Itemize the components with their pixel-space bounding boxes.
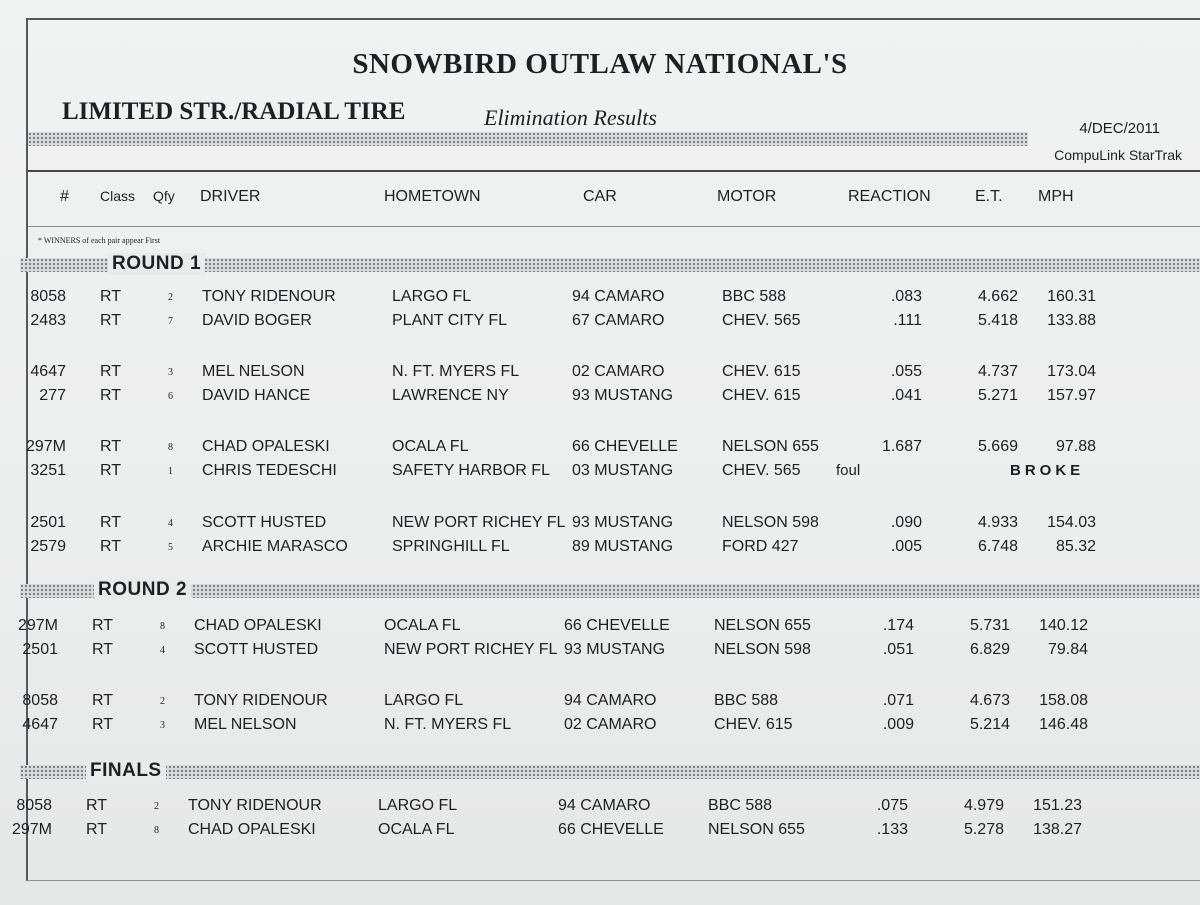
col-hometown: HOMETOWN [384, 188, 481, 205]
qualifying-position: 2 [168, 292, 173, 303]
qualifying-position: 4 [160, 645, 165, 656]
class-code: RT [92, 716, 114, 733]
hometown: SPRINGHILL FL [392, 538, 510, 555]
class-code: RT [86, 797, 108, 814]
speed-mph: 160.31 [1047, 288, 1096, 305]
round-hatch-band [20, 584, 1200, 598]
driver-name: TONY RIDENOUR [194, 692, 328, 709]
col-motor: MOTOR [717, 188, 777, 205]
class-code: RT [100, 462, 122, 479]
winners-note: * WINNERS of each pair appear First [38, 236, 161, 245]
car-model: 66 CHEVELLE [572, 438, 678, 455]
motor: CHEV. 615 [714, 716, 793, 733]
motor: NELSON 655 [722, 438, 819, 455]
driver-name: TONY RIDENOUR [188, 797, 322, 814]
motor: BBC 588 [708, 797, 773, 814]
speed-mph: 146.48 [1039, 716, 1088, 733]
elapsed-time: 5.418 [977, 312, 1018, 329]
motor: NELSON 655 [714, 617, 811, 634]
class-code: RT [100, 288, 122, 305]
qualifying-position: 5 [168, 542, 173, 553]
results-type: Elimination Results [484, 105, 657, 130]
driver-name: DAVID HANCE [202, 387, 311, 404]
motor: CHEV. 565 [722, 312, 801, 329]
driver-name: TONY RIDENOUR [202, 288, 336, 305]
qualifying-position: 8 [154, 825, 159, 836]
result-row [0, 716, 1200, 740]
class-code: RT [100, 363, 122, 380]
elapsed-time: 5.271 [977, 387, 1018, 404]
round-label: FINALS [86, 760, 166, 782]
qualifying-position: 3 [160, 720, 165, 731]
header-hatch-band [28, 132, 1028, 146]
event-date: 4/DEC/2011 [1079, 120, 1160, 137]
motor: CHEV. 565 [722, 462, 801, 479]
car-model: 02 CAMARO [572, 363, 665, 380]
speed-mph: 133.88 [1047, 312, 1096, 329]
class-code: RT [100, 312, 122, 329]
motor: NELSON 598 [714, 641, 811, 658]
speed-mph: 151.23 [1033, 797, 1082, 814]
driver-name: SCOTT HUSTED [202, 514, 327, 531]
event-title: SNOWBIRD OUTLAW NATIONAL'S [352, 48, 848, 80]
elapsed-time: 4.673 [969, 692, 1010, 709]
driver-name: CHAD OPALESKI [202, 438, 330, 455]
hometown: LARGO FL [392, 288, 472, 305]
qualifying-position: 7 [168, 316, 173, 327]
hometown: NEW PORT RICHEY FL [392, 514, 566, 531]
motor: CHEV. 615 [722, 363, 801, 380]
motor: CHEV. 615 [722, 387, 801, 404]
reaction-time: 1.687 [881, 438, 922, 455]
car-number: 8058 [22, 692, 58, 709]
qualifying-position: 4 [168, 518, 173, 529]
elapsed-time: 6.829 [969, 641, 1010, 658]
result-row [0, 462, 1200, 486]
result-row [0, 821, 1200, 845]
car-model: 03 MUSTANG [572, 462, 674, 479]
header-rule [28, 170, 1200, 172]
driver-name: DAVID BOGER [202, 312, 312, 329]
elapsed-time: 4.933 [977, 514, 1018, 531]
col-driver: DRIVER [200, 188, 261, 205]
qualifying-position: 1 [168, 466, 173, 477]
reaction-time: .055 [890, 363, 922, 380]
hometown: N. FT. MYERS FL [392, 363, 520, 380]
result-row [0, 641, 1200, 665]
motor: FORD 427 [722, 538, 799, 555]
car-number: 297M [11, 821, 52, 838]
hometown: PLANT CITY FL [392, 312, 507, 329]
class-code: RT [100, 514, 122, 531]
class-code: RT [86, 821, 108, 838]
result-row [0, 514, 1200, 538]
hometown: SAFETY HARBOR FL [392, 462, 550, 479]
elapsed-time: 5.731 [969, 617, 1010, 634]
result-row [0, 617, 1200, 641]
class-code: RT [100, 438, 122, 455]
driver-name: CHAD OPALESKI [188, 821, 316, 838]
col-mph: MPH [1038, 188, 1074, 205]
qualifying-position: 8 [168, 442, 173, 453]
elapsed-time: 4.979 [963, 797, 1004, 814]
speed-mph: 79.84 [1047, 641, 1088, 658]
elapsed-time: 4.662 [977, 288, 1018, 305]
broke-indicator: BROKE [1010, 462, 1085, 479]
class-code: RT [100, 538, 122, 555]
elapsed-time: 6.748 [977, 538, 1018, 555]
col-car: CAR [583, 188, 617, 205]
reaction-time: .005 [890, 538, 922, 555]
elapsed-time: 5.669 [977, 438, 1018, 455]
class-title: LIMITED STR./RADIAL TIRE [62, 98, 406, 125]
class-code: RT [92, 617, 114, 634]
speed-mph: 157.97 [1047, 387, 1096, 404]
speed-mph: 97.88 [1055, 438, 1096, 455]
qualifying-position: 8 [160, 621, 165, 632]
col-reaction: REACTION [848, 188, 931, 205]
car-model: 94 CAMARO [558, 797, 651, 814]
car-number: 2501 [22, 641, 58, 658]
round-label: ROUND 2 [94, 579, 191, 601]
col-qfy: Qfy [153, 188, 175, 204]
driver-name: CHAD OPALESKI [194, 617, 322, 634]
speed-mph: 138.27 [1033, 821, 1082, 838]
col-num: # [60, 188, 69, 205]
speed-mph: 140.12 [1039, 617, 1088, 634]
car-number: 277 [39, 387, 66, 404]
hometown: NEW PORT RICHEY FL [384, 641, 558, 658]
elapsed-time: 5.214 [969, 716, 1010, 733]
result-row [0, 692, 1200, 716]
result-row [0, 387, 1200, 411]
hometown: OCALA FL [392, 438, 469, 455]
speed-mph: 173.04 [1047, 363, 1096, 380]
foul-indicator: foul [836, 462, 861, 479]
result-row [0, 312, 1200, 336]
result-row [0, 797, 1200, 821]
car-model: 89 MUSTANG [572, 538, 674, 555]
reaction-time: .051 [882, 641, 914, 658]
class-code: RT [100, 387, 122, 404]
driver-name: SCOTT HUSTED [194, 641, 319, 658]
result-row [0, 538, 1200, 562]
car-model: 94 CAMARO [564, 692, 657, 709]
timing-vendor: CompuLink StarTrak [1054, 147, 1182, 163]
reaction-time: .041 [890, 387, 922, 404]
reaction-time: .009 [882, 716, 914, 733]
hometown: OCALA FL [378, 821, 455, 838]
hometown: LARGO FL [384, 692, 464, 709]
reaction-time: .090 [890, 514, 922, 531]
reaction-time: .111 [893, 312, 922, 329]
speed-mph: 85.32 [1055, 538, 1096, 555]
motor: BBC 588 [722, 288, 787, 305]
qualifying-position: 2 [160, 696, 165, 707]
car-model: 93 MUSTANG [572, 514, 674, 531]
car-model: 93 MUSTANG [572, 387, 674, 404]
speed-mph: 154.03 [1047, 514, 1096, 531]
car-number: 4647 [30, 363, 66, 380]
hometown: OCALA FL [384, 617, 461, 634]
car-number: 8058 [30, 288, 66, 305]
car-model: 02 CAMARO [564, 716, 657, 733]
car-number: 297M [25, 438, 66, 455]
round-label: ROUND 1 [108, 253, 205, 275]
col-class: Class [100, 188, 136, 204]
car-number: 2579 [30, 538, 66, 555]
result-row [0, 288, 1200, 312]
hometown: N. FT. MYERS FL [384, 716, 512, 733]
driver-name: MEL NELSON [202, 363, 305, 380]
car-number: 4647 [22, 716, 58, 733]
hometown: LARGO FL [378, 797, 458, 814]
columns-rule [28, 226, 1200, 227]
reaction-time: .133 [876, 821, 908, 838]
car-number: 2483 [30, 312, 66, 329]
result-row [0, 438, 1200, 462]
motor: NELSON 598 [722, 514, 819, 531]
motor: BBC 588 [714, 692, 779, 709]
car-number: 3251 [30, 462, 66, 479]
car-model: 93 MUSTANG [564, 641, 666, 658]
qualifying-position: 2 [154, 801, 159, 812]
car-model: 66 CHEVELLE [558, 821, 664, 838]
qualifying-position: 6 [168, 391, 173, 402]
driver-name: MEL NELSON [194, 716, 297, 733]
car-model: 94 CAMARO [572, 288, 665, 305]
car-model: 67 CAMARO [572, 312, 665, 329]
round-hatch-band [20, 765, 1200, 779]
elapsed-time: 4.737 [977, 363, 1018, 380]
col-et: E.T. [975, 188, 1003, 205]
driver-name: CHRIS TEDESCHI [202, 462, 337, 479]
class-code: RT [92, 692, 114, 709]
speed-mph: 158.08 [1039, 692, 1088, 709]
reaction-time: .071 [882, 692, 914, 709]
driver-name: ARCHIE MARASCO [202, 538, 348, 555]
qualifying-position: 3 [168, 367, 173, 378]
reaction-time: .083 [890, 288, 922, 305]
car-number: 2501 [30, 514, 66, 531]
reaction-time: .174 [882, 617, 914, 634]
hometown: LAWRENCE NY [392, 387, 509, 404]
reaction-time: .075 [876, 797, 908, 814]
motor: NELSON 655 [708, 821, 805, 838]
class-code: RT [92, 641, 114, 658]
elapsed-time: 5.278 [963, 821, 1004, 838]
car-model: 66 CHEVELLE [564, 617, 670, 634]
car-number: 297M [17, 617, 58, 634]
car-number: 8058 [16, 797, 52, 814]
result-row [0, 363, 1200, 387]
